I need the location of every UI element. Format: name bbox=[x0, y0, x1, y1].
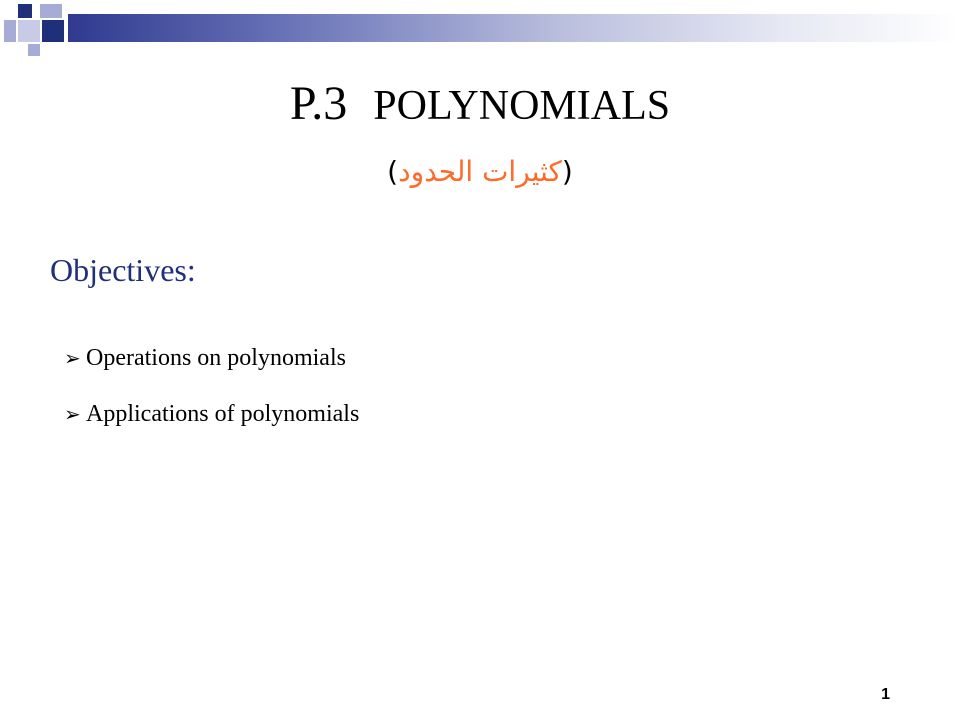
bullet-text: Applications of polynomials bbox=[86, 400, 360, 427]
subtitle-close-paren: ) bbox=[561, 155, 573, 188]
header-decoration bbox=[0, 0, 960, 48]
page-number: 1 bbox=[881, 686, 890, 703]
arrow-bullet-icon: ➢ bbox=[64, 402, 81, 426]
square-decoration-icon bbox=[18, 4, 32, 18]
square-decoration-icon bbox=[40, 4, 62, 18]
header-gradient-bar bbox=[68, 14, 960, 42]
list-item bbox=[64, 340, 359, 376]
square-decoration-icon bbox=[18, 20, 40, 42]
square-decoration-icon bbox=[42, 20, 64, 42]
slide-title bbox=[0, 76, 960, 134]
title-word: POLYNOMIALS bbox=[373, 83, 671, 129]
objectives-heading: Objectives: bbox=[50, 252, 196, 288]
slide-subtitle bbox=[0, 152, 960, 192]
square-decoration-icon bbox=[28, 44, 40, 56]
bullet-text: Operations on polynomials bbox=[86, 344, 346, 371]
list-item bbox=[64, 396, 359, 432]
subtitle-arabic: كثيرات الحدود bbox=[398, 155, 562, 188]
arrow-bullet-icon: ➢ bbox=[64, 346, 81, 370]
subtitle-open-paren: ( bbox=[387, 155, 399, 188]
title-code: P.3 bbox=[289, 77, 348, 130]
square-decoration-icon bbox=[4, 20, 16, 42]
objectives-list bbox=[64, 340, 359, 452]
